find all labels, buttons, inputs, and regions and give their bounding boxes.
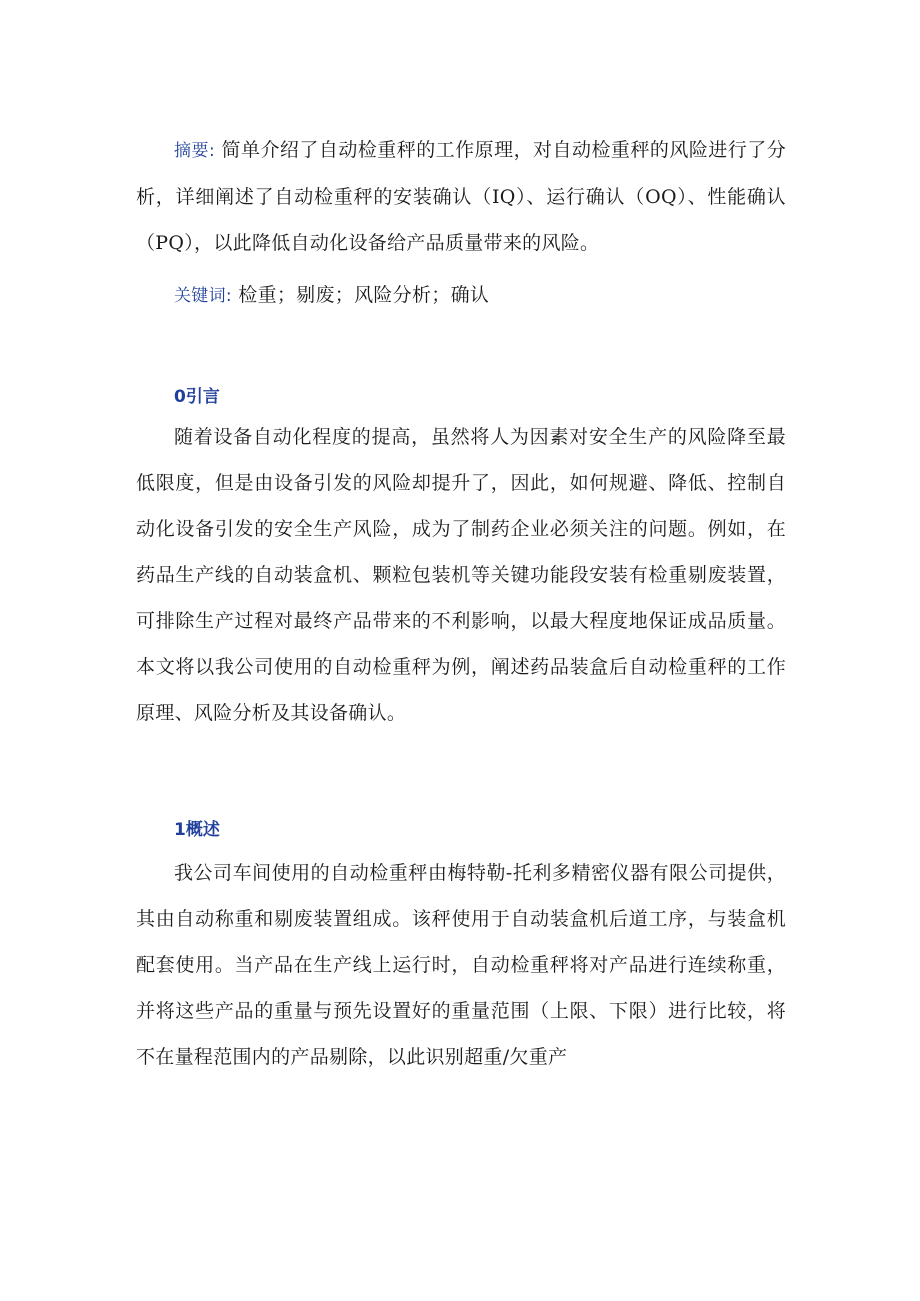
keywords-label: 关键词: bbox=[174, 286, 232, 306]
overview-paragraph: 我公司车间使用的自动检重秤由梅特勒-托利多精密仪器有限公司提供，其由自动称重和剔废装置组成。该秤使用于自动装盒机后道工序，与装盒机配套使用。当产品在生产线上运行时，自动检重秤将对产品进行连续称重，并将这些产品的重量与预先设置好的重量范围（上限、下限）进行比较，将不在量程范围内的产品剔除，以此识别超重/欠重产 bbox=[136, 862, 786, 1068]
section-title: 引言 bbox=[185, 387, 220, 407]
introduction-paragraph: 随着设备自动化程度的提高，虽然将人为因素对安全生产的风险降至最低限度，但是由设备引发的风险却提升了，因此，如何规避、降低、控制自动化设备引发的安全生产风险，成为了制药企业必须关注的问题。例如，在药品生产线的自动装盒机、颗粒包装机等关键功能段安装有检重剔废装置，可排除生产过程对最终产品带来的不利影响，以最大程度地保证成品质量。本文将以我公司使用的自动检重秤为例，阐述药品装盒后自动检重秤的工作原理、风险分析及其设备确认。 bbox=[136, 426, 786, 724]
abstract-text: 简单介绍了自动检重秤的工作原理，对自动检重秤的风险进行了分析，详细阐述了自动检重秤的安装确认（IQ）、运行确认（OQ）、性能确认（PQ），以此降低自动化设备给产品质量带来的风险。 bbox=[136, 139, 786, 254]
section-number: 0 bbox=[174, 387, 186, 407]
keywords-paragraph bbox=[136, 272, 786, 319]
section-heading-introduction bbox=[174, 382, 220, 407]
abstract-label: 摘要: bbox=[174, 141, 215, 161]
section-number: 1 bbox=[174, 820, 186, 840]
keywords-text: 检重；剔废；风险分析；确认 bbox=[238, 284, 490, 306]
section-title: 概述 bbox=[185, 820, 220, 840]
abstract-paragraph bbox=[136, 127, 786, 266]
section-heading-overview bbox=[174, 815, 220, 840]
